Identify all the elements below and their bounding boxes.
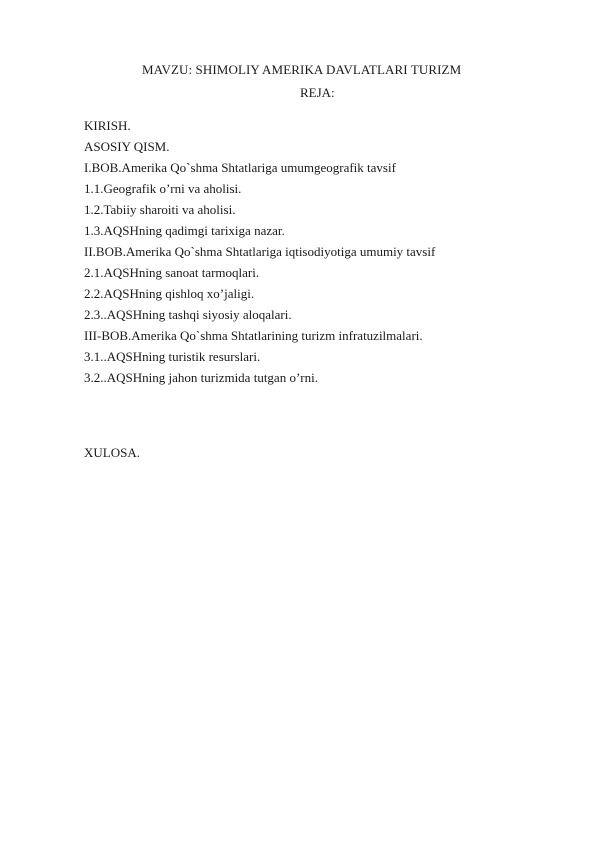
toc-item: KIRISH.: [84, 118, 131, 133]
conclusion-heading: XULOSA.: [84, 445, 140, 460]
toc-item: ASOSIY QISM.: [84, 139, 170, 154]
table-of-contents: [84, 118, 435, 391]
toc-item: 2.1.AQSHning sanoat tarmoqlari.: [84, 265, 260, 280]
toc-item: I.BOB.Amerika Qo`shma Shtatlariga umumgeografik tavsif: [84, 160, 396, 175]
toc-item: 1.2.Tabiiy sharoiti va aholisi.: [84, 202, 236, 217]
toc-item: 3.2..AQSHning jahon turizmida tutgan o’rni.: [84, 370, 318, 385]
toc-item: II.BOB.Amerika Qo`shma Shtatlariga iqtisodiyotiga umumiy tavsif: [84, 244, 436, 259]
toc-item: 3.1..AQSHning turistik resurslari.: [84, 349, 261, 364]
toc-item: 2.2.AQSHning qishloq xo’jaligi.: [84, 286, 255, 301]
document-subtitle: REJA:: [300, 85, 335, 100]
toc-item: 2.3..AQSHning tashqi siyosiy aloqalari.: [84, 307, 292, 322]
toc-item: III-BOB.Amerika Qo`shma Shtatlarining turizm infratuzilmalari.: [84, 328, 423, 343]
document-title: MAVZU: SHIMOLIY AMERIKA DAVLATLARI TURIZM: [142, 62, 462, 77]
toc-item: 1.1.Geografik o’rni va aholisi.: [84, 181, 242, 196]
toc-item: 1.3.AQSHning qadimgi tarixiga nazar.: [84, 223, 285, 238]
